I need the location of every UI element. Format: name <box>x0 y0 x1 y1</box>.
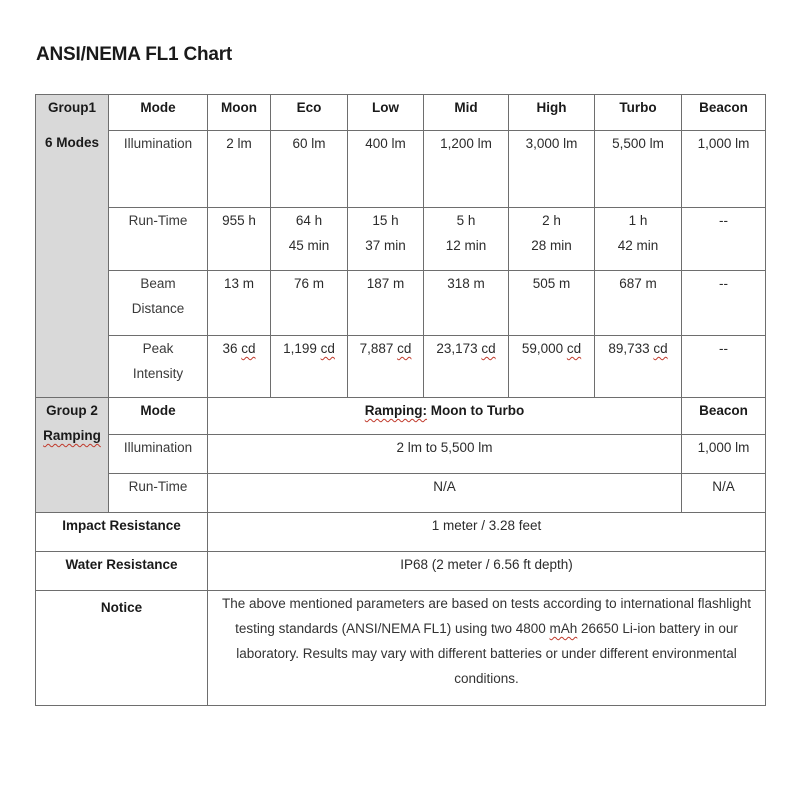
group1-label-line2: 6 Modes <box>44 135 99 150</box>
illumination-beacon: 1,000 lm <box>682 131 766 208</box>
illumination-row <box>36 131 766 208</box>
group2-label-line1: Group 2 <box>46 403 98 418</box>
group2-label <box>36 398 109 513</box>
runtime-label: Run-Time <box>109 208 208 271</box>
header-mode: Mode <box>109 95 208 131</box>
beam-moon: 13 m <box>208 271 271 336</box>
beam-high: 505 m <box>509 271 595 336</box>
header-moon: Moon <box>208 95 271 131</box>
illumination-label: Illumination <box>109 131 208 208</box>
impact-label: Impact Resistance <box>36 513 208 552</box>
intensity-high: 59,000 cd <box>509 336 595 398</box>
impact-value: 1 meter / 3.28 feet <box>208 513 766 552</box>
beam-turbo: 687 m <box>595 271 682 336</box>
group2-runtime-beacon: N/A <box>682 474 766 513</box>
water-row <box>36 552 766 591</box>
beam-eco: 76 m <box>271 271 348 336</box>
water-label: Water Resistance <box>36 552 208 591</box>
header-eco: Eco <box>271 95 348 131</box>
illumination-eco: 60 lm <box>271 131 348 208</box>
illumination-high: 3,000 lm <box>509 131 595 208</box>
intensity-low: 7,887 cd <box>348 336 424 398</box>
notice-label: Notice <box>36 591 208 706</box>
header-turbo: Turbo <box>595 95 682 131</box>
group1-header-row <box>36 95 766 131</box>
group2-runtime-row <box>36 474 766 513</box>
runtime-beacon: -- <box>682 208 766 271</box>
group2-runtime-value: N/A <box>208 474 682 513</box>
header-mid: Mid <box>424 95 509 131</box>
intensity-mid: 23,173 cd <box>424 336 509 398</box>
beam-beacon: -- <box>682 271 766 336</box>
group2-ramping-header: Ramping: Moon to Turbo <box>208 398 682 435</box>
group2-illumination-row <box>36 435 766 474</box>
group2-runtime-label: Run-Time <box>109 474 208 513</box>
illumination-turbo: 5,500 lm <box>595 131 682 208</box>
group2-label-line2: Ramping <box>43 428 101 443</box>
runtime-mid: 5 h 12 min <box>424 208 509 271</box>
intensity-row <box>36 336 766 398</box>
beam-low: 187 m <box>348 271 424 336</box>
impact-row <box>36 513 766 552</box>
intensity-eco: 1,199 cd <box>271 336 348 398</box>
chart-title: ANSI/NEMA FL1 Chart <box>36 44 233 65</box>
intensity-turbo: 89,733 cd <box>595 336 682 398</box>
water-value: IP68 (2 meter / 6.56 ft depth) <box>208 552 766 591</box>
runtime-low: 15 h 37 min <box>348 208 424 271</box>
illumination-moon: 2 lm <box>208 131 271 208</box>
group2-beacon-header: Beacon <box>682 398 766 435</box>
beam-label: Beam Distance <box>109 271 208 336</box>
intensity-beacon: -- <box>682 336 766 398</box>
notice-text: The above mentioned parameters are based on tests according to international flashlight testing standards (ANSI/NEMA FL1) using two 4800 mAh 26650 Li-ion battery in our laboratory. Results may vary with different batteries or under different environmental conditions. <box>208 591 766 706</box>
spec-table <box>35 94 766 706</box>
illumination-low: 400 lm <box>348 131 424 208</box>
runtime-high: 2 h 28 min <box>509 208 595 271</box>
runtime-eco: 64 h 45 min <box>271 208 348 271</box>
group2-illumination-value: 2 lm to 5,500 lm <box>208 435 682 474</box>
group2-illumination-label: Illumination <box>109 435 208 474</box>
header-high: High <box>509 95 595 131</box>
intensity-label: Peak Intensity <box>109 336 208 398</box>
group1-label <box>36 95 109 398</box>
header-low: Low <box>348 95 424 131</box>
intensity-moon: 36 cd <box>208 336 271 398</box>
runtime-moon: 955 h <box>208 208 271 271</box>
group2-header-row <box>36 398 766 435</box>
illumination-mid: 1,200 lm <box>424 131 509 208</box>
group2-illumination-beacon: 1,000 lm <box>682 435 766 474</box>
beam-row <box>36 271 766 336</box>
group1-label-line1: Group1 <box>47 100 96 115</box>
header-beacon: Beacon <box>682 95 766 131</box>
group2-mode-header: Mode <box>109 398 208 435</box>
runtime-row <box>36 208 766 271</box>
beam-mid: 318 m <box>424 271 509 336</box>
notice-row <box>36 591 766 706</box>
runtime-turbo: 1 h 42 min <box>595 208 682 271</box>
